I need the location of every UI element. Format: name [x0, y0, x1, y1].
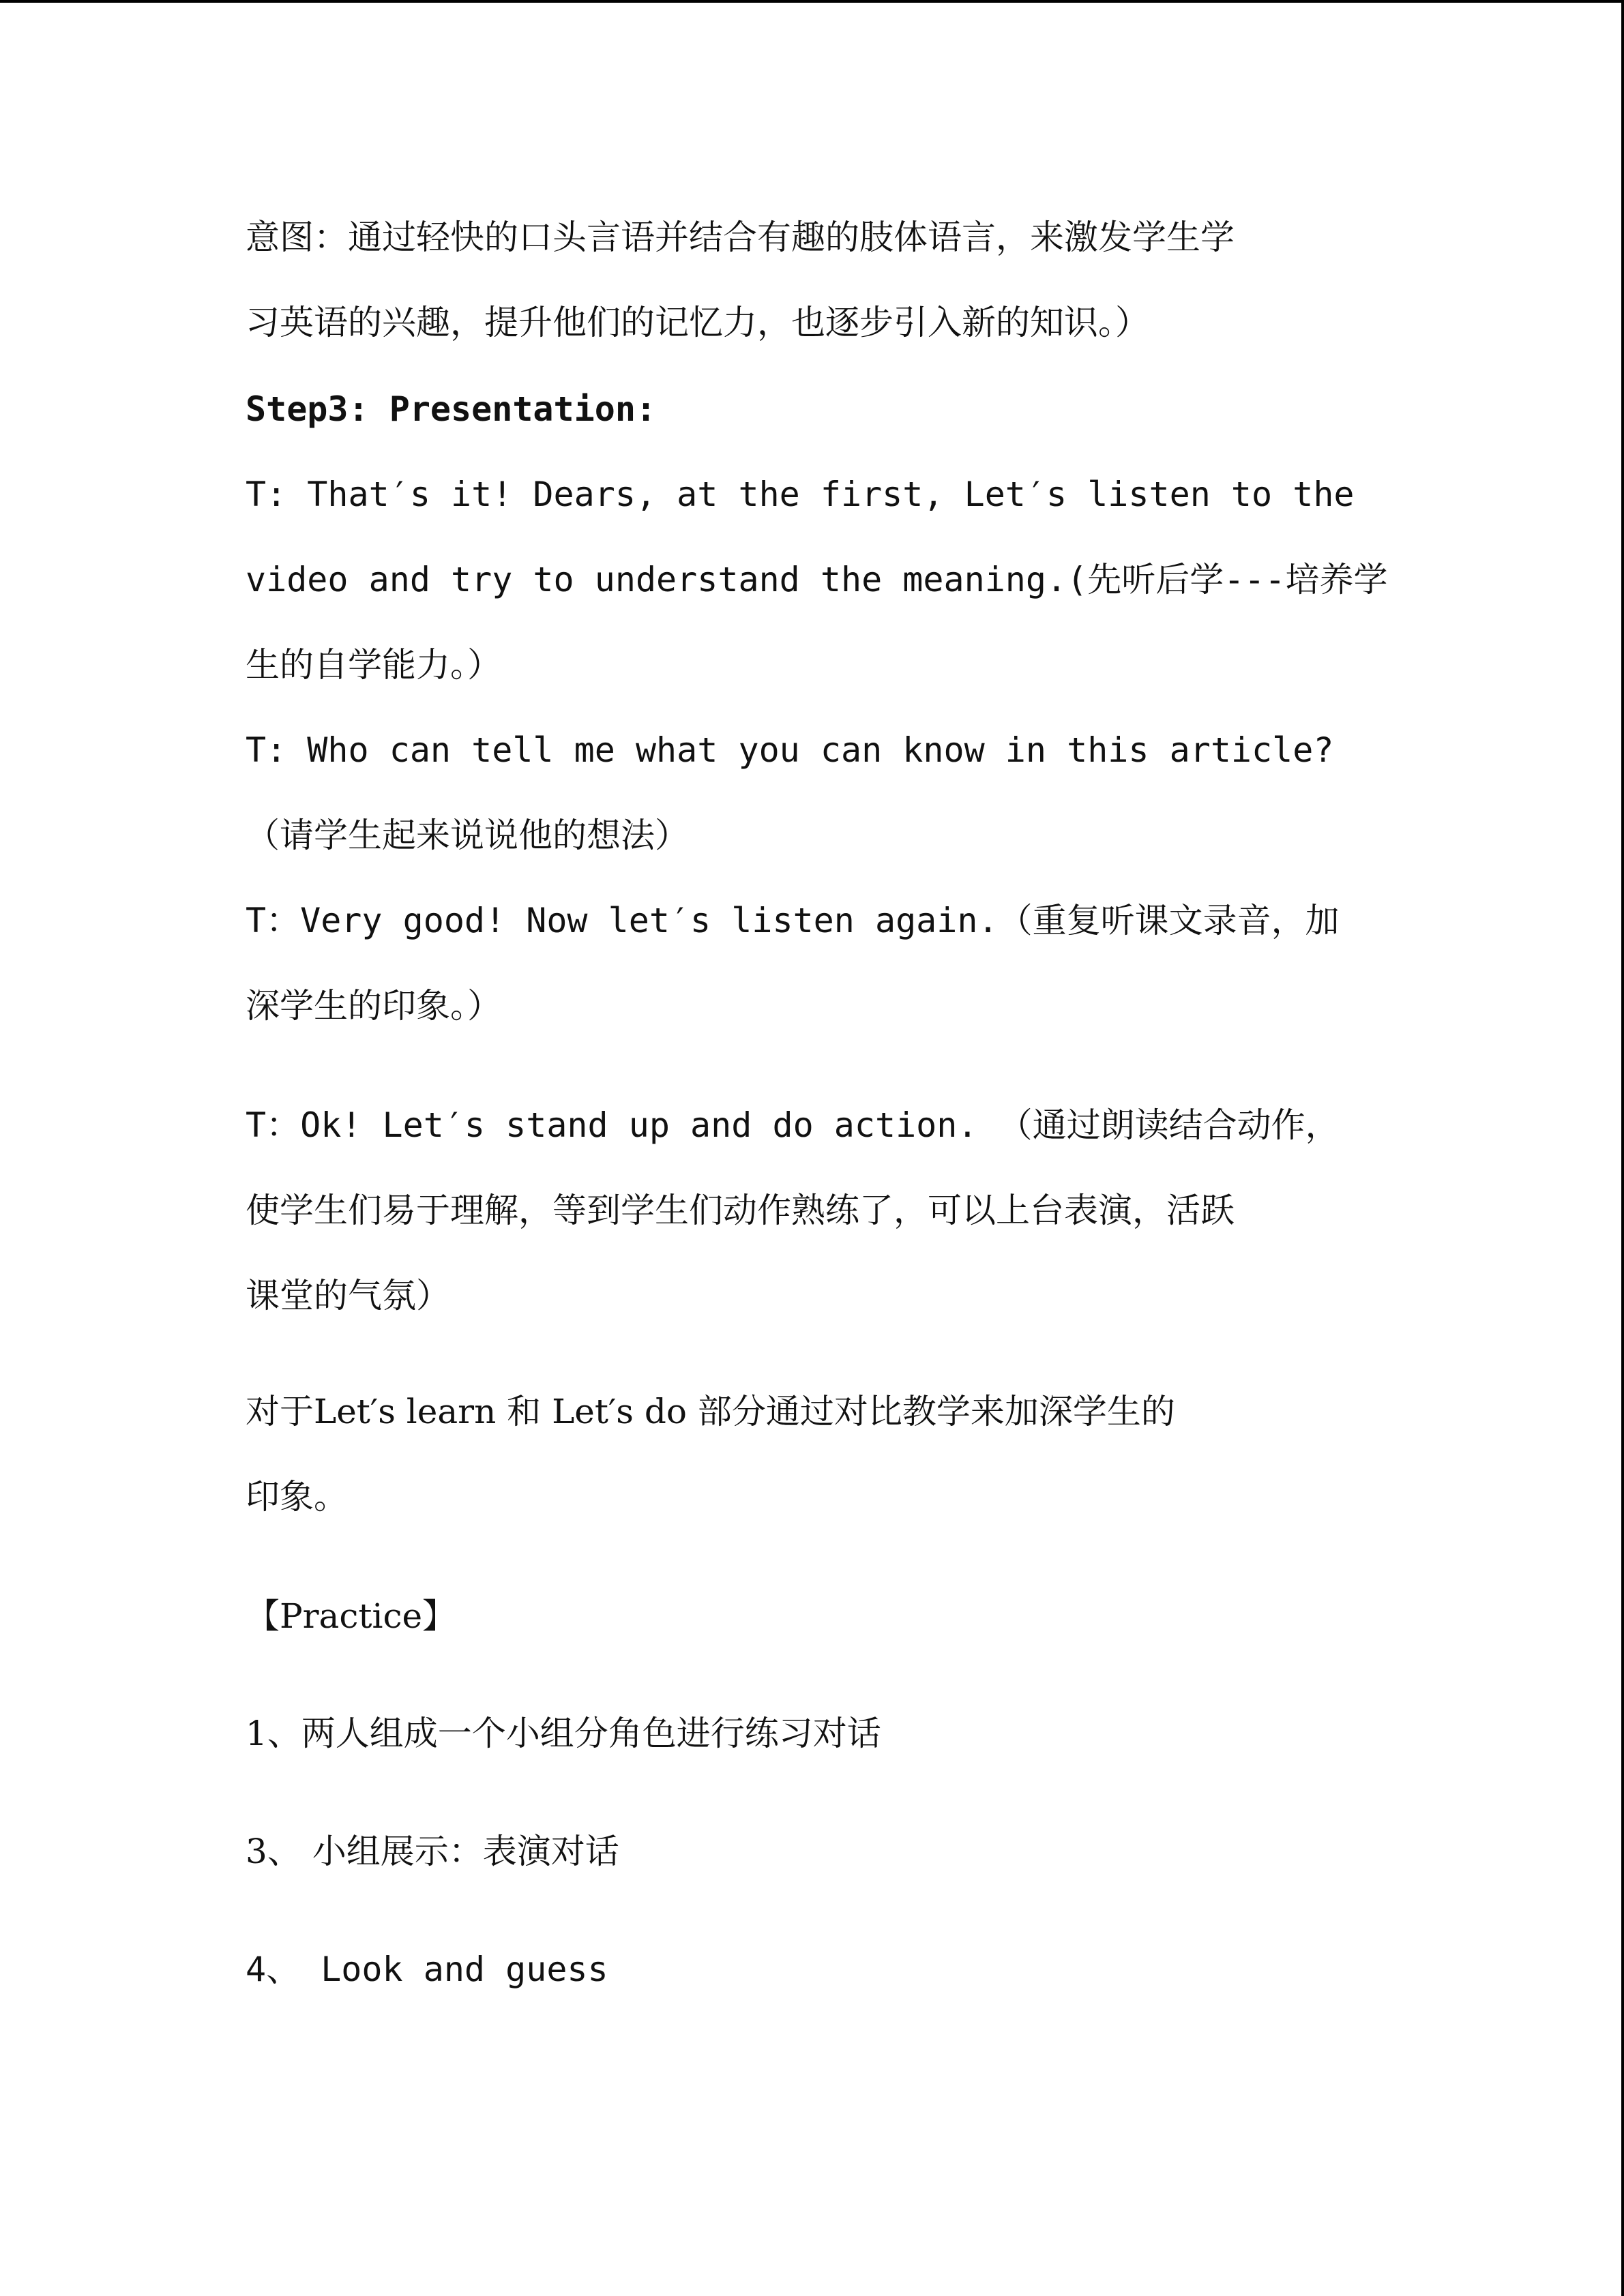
practice-item-4: 4、 Look and guess — [246, 1950, 608, 1989]
teacher-line-2: T: Who can tell me what you can know in this article? — [246, 730, 1334, 770]
page-border-right — [1621, 0, 1624, 2296]
step3-heading: Step3: Presentation: — [246, 389, 657, 429]
teacher-line-3: T：Very good! Now let′s listen again.（重复听课文录音，加 — [246, 901, 1340, 940]
page-border-top — [0, 0, 1624, 3]
comparison-line-2: 印象。 — [246, 1477, 348, 1517]
teacher-note-1: （请学生起来说说他的想法） — [246, 816, 689, 855]
teacher-line-3-cont: 深学生的印象。） — [246, 986, 501, 1026]
intent-paragraph-line-2: 习英语的兴趣，提升他们的记忆力，也逐步引入新的知识。） — [246, 303, 1149, 342]
teacher-line-4-cont: 使学生们易于理解，等到学生们动作熟练了，可以上台表演，活跃 — [246, 1191, 1235, 1230]
teacher-line-4: T：Ok! Let′s stand up and do action. （通过朗读结合动作， — [246, 1105, 1340, 1145]
teacher-line-4-cont-2: 课堂的气氛） — [246, 1276, 450, 1315]
practice-item-1: 1、两人组成一个小组分角色进行练习对话 — [246, 1714, 881, 1753]
comparison-line-1: 对于Let′s learn 和 Let′s do 部分通过对比教学来加深学生的 — [246, 1392, 1175, 1431]
teacher-line-1-cont: video and try to understand the meaning.(先听后学---培养学 — [246, 560, 1388, 599]
practice-item-3: 3、 小组展示：表演对话 — [246, 1832, 619, 1871]
teacher-line-1: T: That′s it! Dears, at the first, Let′s listen to the — [246, 475, 1355, 514]
practice-heading: 【Practice】 — [246, 1596, 457, 1636]
teacher-line-1-cont-2: 生的自学能力。） — [246, 645, 501, 685]
intent-paragraph-line-1: 意图：通过轻快的口头言语并结合有趣的肢体语言，来激发学生学 — [246, 218, 1235, 257]
